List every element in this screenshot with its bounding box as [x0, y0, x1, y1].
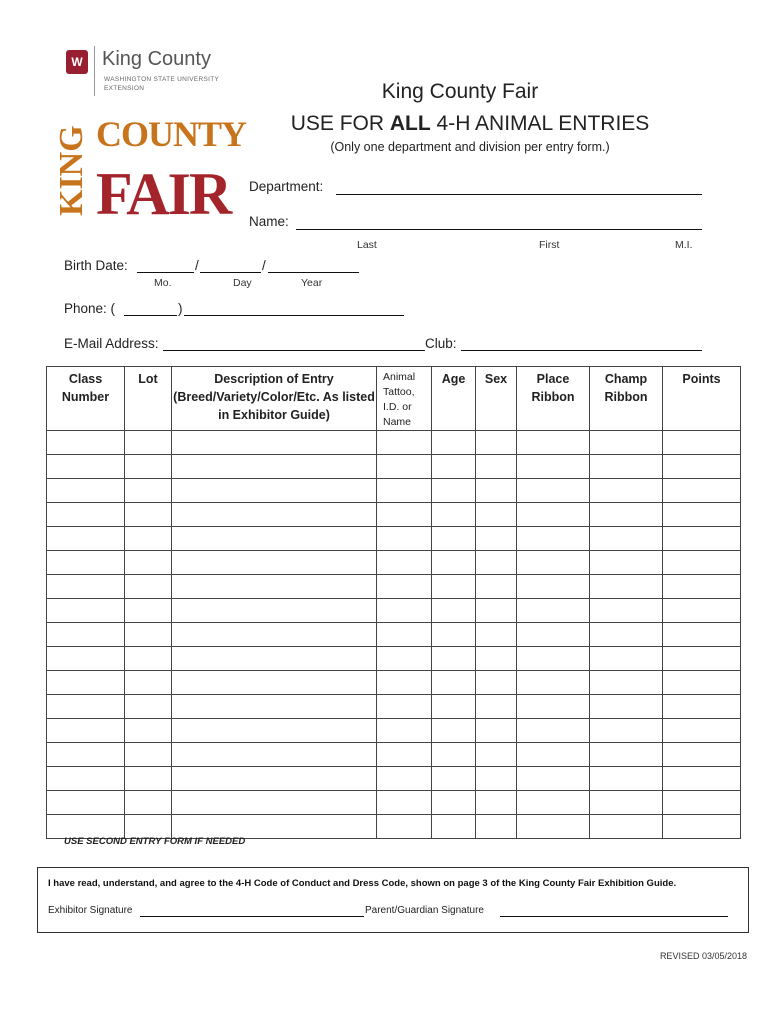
form-note: (Only one department and division per entry form.) — [330, 140, 610, 154]
cell-points[interactable] — [663, 815, 741, 839]
cell-animal-id[interactable] — [377, 719, 432, 743]
table-row — [47, 695, 741, 719]
fair-logo-fair: FAIR — [96, 161, 231, 227]
cell-age[interactable] — [432, 647, 476, 671]
cell-class-number[interactable] — [47, 791, 125, 815]
cell-class-number[interactable] — [47, 623, 125, 647]
cell-age[interactable] — [432, 431, 476, 455]
cell-champ-ribbon[interactable] — [590, 503, 663, 527]
cell-description[interactable] — [172, 671, 377, 695]
phone-paren: ) — [178, 301, 183, 316]
cell-place-ribbon[interactable] — [517, 551, 590, 575]
cell-class-number[interactable] — [47, 431, 125, 455]
cell-champ-ribbon[interactable] — [590, 599, 663, 623]
cell-age[interactable] — [432, 695, 476, 719]
cell-class-number[interactable] — [47, 767, 125, 791]
table-row — [47, 623, 741, 647]
birth-day-field[interactable] — [200, 272, 261, 273]
cell-points[interactable] — [663, 551, 741, 575]
cell-animal-id[interactable] — [377, 455, 432, 479]
name-label: Name: — [249, 214, 289, 229]
cell-description[interactable] — [172, 455, 377, 479]
logo-divider — [94, 46, 95, 96]
cell-class-number[interactable] — [47, 599, 125, 623]
cell-age[interactable] — [432, 455, 476, 479]
birth-day-caption: Day — [233, 277, 252, 289]
cell-animal-id[interactable] — [377, 743, 432, 767]
form-subtitle: USE FOR ALL 4-H ANIMAL ENTRIES — [290, 112, 650, 135]
parent-signature-field[interactable] — [500, 916, 728, 917]
table-row — [47, 791, 741, 815]
table-row — [47, 551, 741, 575]
header-lot: Lot — [125, 367, 172, 431]
cell-place-ribbon[interactable] — [517, 527, 590, 551]
birth-month-field[interactable] — [137, 272, 194, 273]
cell-lot[interactable] — [125, 647, 172, 671]
header-description: Description of Entry (Breed/Variety/Color/Etc. As listed in Exhibitor Guide) — [172, 367, 377, 431]
exhibitor-signature-field[interactable] — [140, 916, 364, 917]
cell-place-ribbon[interactable] — [517, 503, 590, 527]
cell-sex[interactable] — [476, 551, 517, 575]
cell-description[interactable] — [172, 647, 377, 671]
cell-sex[interactable] — [476, 647, 517, 671]
birth-separator-1: / — [195, 258, 199, 273]
cell-age[interactable] — [432, 551, 476, 575]
cell-sex[interactable] — [476, 503, 517, 527]
email-field[interactable] — [163, 350, 425, 351]
cell-animal-id[interactable] — [377, 551, 432, 575]
cell-lot[interactable] — [125, 503, 172, 527]
cell-points[interactable] — [663, 695, 741, 719]
cell-animal-id[interactable] — [377, 623, 432, 647]
cell-place-ribbon[interactable] — [517, 719, 590, 743]
logo-title: King County — [102, 48, 211, 70]
cell-age[interactable] — [432, 599, 476, 623]
cell-animal-id[interactable] — [377, 815, 432, 839]
table-row — [47, 575, 741, 599]
cell-points[interactable] — [663, 503, 741, 527]
cell-description[interactable] — [172, 431, 377, 455]
second-form-note: USE SECOND ENTRY FORM IF NEEDED — [64, 836, 246, 847]
cell-age[interactable] — [432, 719, 476, 743]
name-first-caption: First — [539, 239, 560, 251]
header-champ-ribbon: Champ Ribbon — [590, 367, 663, 431]
cell-sex[interactable] — [476, 479, 517, 503]
cell-description[interactable] — [172, 743, 377, 767]
cell-champ-ribbon[interactable] — [590, 431, 663, 455]
cell-sex[interactable] — [476, 719, 517, 743]
cell-lot[interactable] — [125, 431, 172, 455]
agreement-text: I have read, understand, and agree to the 4-H Code of Conduct and Dress Code, shown on page 3 of the King County Fair Exhibition Guide. — [48, 878, 677, 889]
cell-lot[interactable] — [125, 767, 172, 791]
cell-sex[interactable] — [476, 599, 517, 623]
king-county-fair-logo — [53, 110, 247, 227]
cell-description[interactable] — [172, 815, 377, 839]
cell-points[interactable] — [663, 767, 741, 791]
cell-animal-id[interactable] — [377, 431, 432, 455]
birth-month-caption: Mo. — [154, 277, 172, 289]
table-row — [47, 527, 741, 551]
cell-class-number[interactable] — [47, 479, 125, 503]
entries-table — [46, 366, 741, 839]
revised-date: REVISED 03/05/2018 — [659, 951, 747, 961]
cell-age[interactable] — [432, 791, 476, 815]
birth-year-field[interactable] — [268, 272, 359, 273]
club-field[interactable] — [461, 350, 702, 351]
cell-points[interactable] — [663, 791, 741, 815]
cell-age[interactable] — [432, 671, 476, 695]
cell-class-number[interactable] — [47, 695, 125, 719]
cell-class-number[interactable] — [47, 455, 125, 479]
phone-number-field[interactable] — [184, 315, 404, 316]
cell-place-ribbon[interactable] — [517, 431, 590, 455]
cell-champ-ribbon[interactable] — [590, 479, 663, 503]
cell-place-ribbon[interactable] — [517, 455, 590, 479]
cell-animal-id[interactable] — [377, 527, 432, 551]
cell-champ-ribbon[interactable] — [590, 671, 663, 695]
cell-lot[interactable] — [125, 695, 172, 719]
cell-points[interactable] — [663, 455, 741, 479]
email-label: E-Mail Address: — [64, 336, 159, 351]
cell-points[interactable] — [663, 599, 741, 623]
agreement-box — [37, 867, 749, 933]
cell-champ-ribbon[interactable] — [590, 719, 663, 743]
cell-description[interactable] — [172, 527, 377, 551]
cell-class-number[interactable] — [47, 575, 125, 599]
table-row — [47, 767, 741, 791]
name-field[interactable] — [296, 229, 702, 230]
cell-lot[interactable] — [125, 815, 172, 839]
birth-date-label: Birth Date: — [64, 258, 128, 273]
table-row — [47, 503, 741, 527]
cell-champ-ribbon[interactable] — [590, 743, 663, 767]
cell-champ-ribbon[interactable] — [590, 791, 663, 815]
cell-lot[interactable] — [125, 719, 172, 743]
logo-subtitle: WASHINGTON STATE UNIVERSITY EXTENSION — [104, 76, 220, 92]
cell-sex[interactable] — [476, 743, 517, 767]
cell-place-ribbon[interactable] — [517, 479, 590, 503]
cell-champ-ribbon[interactable] — [590, 527, 663, 551]
header-class-number: Class Number — [47, 367, 125, 431]
header-age: Age — [432, 367, 476, 431]
cell-age[interactable] — [432, 575, 476, 599]
club-label: Club: — [425, 336, 457, 351]
cell-points[interactable] — [663, 623, 741, 647]
cell-lot[interactable] — [125, 623, 172, 647]
cell-class-number[interactable] — [47, 671, 125, 695]
cell-class-number[interactable] — [47, 551, 125, 575]
cell-description[interactable] — [172, 599, 377, 623]
cell-animal-id[interactable] — [377, 503, 432, 527]
cell-class-number[interactable] — [47, 719, 125, 743]
cell-sex[interactable] — [476, 431, 517, 455]
cell-class-number[interactable] — [47, 503, 125, 527]
cell-age[interactable] — [432, 743, 476, 767]
cell-sex[interactable] — [476, 527, 517, 551]
cell-animal-id[interactable] — [377, 479, 432, 503]
cell-sex[interactable] — [476, 671, 517, 695]
cell-lot[interactable] — [125, 671, 172, 695]
cell-place-ribbon[interactable] — [517, 671, 590, 695]
cell-place-ribbon[interactable] — [517, 599, 590, 623]
cell-age[interactable] — [432, 503, 476, 527]
department-field[interactable] — [336, 194, 702, 195]
table-row — [47, 743, 741, 767]
cell-place-ribbon[interactable] — [517, 575, 590, 599]
cell-champ-ribbon[interactable] — [590, 575, 663, 599]
cell-description[interactable] — [172, 551, 377, 575]
cell-place-ribbon[interactable] — [517, 623, 590, 647]
fair-logo-king: KING — [53, 125, 90, 216]
cell-points[interactable] — [663, 719, 741, 743]
cell-lot[interactable] — [125, 455, 172, 479]
cell-lot[interactable] — [125, 791, 172, 815]
header-place-ribbon: Place Ribbon — [517, 367, 590, 431]
cell-age[interactable] — [432, 815, 476, 839]
header-animal-id: Animal Tattoo, I.D. or Name — [377, 367, 432, 431]
cell-lot[interactable] — [125, 575, 172, 599]
cell-animal-id[interactable] — [377, 647, 432, 671]
cell-place-ribbon[interactable] — [517, 743, 590, 767]
cell-sex[interactable] — [476, 767, 517, 791]
cell-description[interactable] — [172, 575, 377, 599]
cell-animal-id[interactable] — [377, 575, 432, 599]
cell-points[interactable] — [663, 671, 741, 695]
cell-points[interactable] — [663, 431, 741, 455]
cell-class-number[interactable] — [47, 527, 125, 551]
cell-sex[interactable] — [476, 695, 517, 719]
cell-champ-ribbon[interactable] — [590, 695, 663, 719]
cell-champ-ribbon[interactable] — [590, 455, 663, 479]
cell-points[interactable] — [663, 647, 741, 671]
cell-animal-id[interactable] — [377, 599, 432, 623]
table-row — [47, 599, 741, 623]
cell-champ-ribbon[interactable] — [590, 551, 663, 575]
cell-points[interactable] — [663, 527, 741, 551]
fair-logo-county: COUNTY — [96, 114, 247, 154]
cell-lot[interactable] — [125, 743, 172, 767]
table-header-row — [47, 367, 741, 431]
cell-place-ribbon[interactable] — [517, 791, 590, 815]
cell-sex[interactable] — [476, 623, 517, 647]
cell-description[interactable] — [172, 503, 377, 527]
cell-points[interactable] — [663, 575, 741, 599]
wsu-seal-icon: W — [66, 50, 88, 74]
name-last-caption: Last — [357, 239, 377, 251]
cell-sex[interactable] — [476, 455, 517, 479]
cell-points[interactable] — [663, 479, 741, 503]
cell-points[interactable] — [663, 743, 741, 767]
table-row — [47, 479, 741, 503]
table-row — [47, 671, 741, 695]
header-points: Points — [663, 367, 741, 431]
cell-lot[interactable] — [125, 599, 172, 623]
cell-description[interactable] — [172, 791, 377, 815]
wsu-extension-logo — [66, 46, 236, 98]
cell-champ-ribbon[interactable] — [590, 815, 663, 839]
cell-animal-id[interactable] — [377, 695, 432, 719]
cell-age[interactable] — [432, 767, 476, 791]
cell-age[interactable] — [432, 479, 476, 503]
cell-animal-id[interactable] — [377, 791, 432, 815]
exhibitor-signature-label: Exhibitor Signature — [48, 905, 133, 916]
cell-place-ribbon[interactable] — [517, 815, 590, 839]
table-row — [47, 647, 741, 671]
phone-label: Phone: ( — [64, 301, 116, 316]
cell-sex[interactable] — [476, 791, 517, 815]
cell-class-number[interactable] — [47, 647, 125, 671]
cell-lot[interactable] — [125, 551, 172, 575]
cell-description[interactable] — [172, 695, 377, 719]
table-row — [47, 719, 741, 743]
parent-signature-label: Parent/Guardian Signature — [365, 905, 484, 916]
birth-separator-2: / — [262, 258, 266, 273]
entries-table-body — [47, 431, 741, 839]
cell-class-number[interactable] — [47, 815, 125, 839]
cell-class-number[interactable] — [47, 743, 125, 767]
cell-animal-id[interactable] — [377, 767, 432, 791]
name-mi-caption: M.I. — [675, 239, 693, 251]
phone-area-field[interactable] — [124, 315, 177, 316]
department-label: Department: — [249, 179, 324, 194]
cell-lot[interactable] — [125, 527, 172, 551]
table-row — [47, 815, 741, 839]
cell-age[interactable] — [432, 623, 476, 647]
cell-lot[interactable] — [125, 479, 172, 503]
cell-age[interactable] — [432, 527, 476, 551]
table-row — [47, 431, 741, 455]
table-row — [47, 455, 741, 479]
cell-description[interactable] — [172, 767, 377, 791]
cell-place-ribbon[interactable] — [517, 767, 590, 791]
cell-place-ribbon[interactable] — [517, 647, 590, 671]
form-title: King County Fair — [381, 80, 539, 103]
cell-champ-ribbon[interactable] — [590, 767, 663, 791]
birth-year-caption: Year — [301, 277, 323, 289]
cell-champ-ribbon[interactable] — [590, 647, 663, 671]
cell-description[interactable] — [172, 623, 377, 647]
cell-description[interactable] — [172, 719, 377, 743]
cell-description[interactable] — [172, 479, 377, 503]
cell-sex[interactable] — [476, 575, 517, 599]
cell-champ-ribbon[interactable] — [590, 623, 663, 647]
cell-sex[interactable] — [476, 815, 517, 839]
header-sex: Sex — [476, 367, 517, 431]
cell-place-ribbon[interactable] — [517, 695, 590, 719]
cell-animal-id[interactable] — [377, 671, 432, 695]
